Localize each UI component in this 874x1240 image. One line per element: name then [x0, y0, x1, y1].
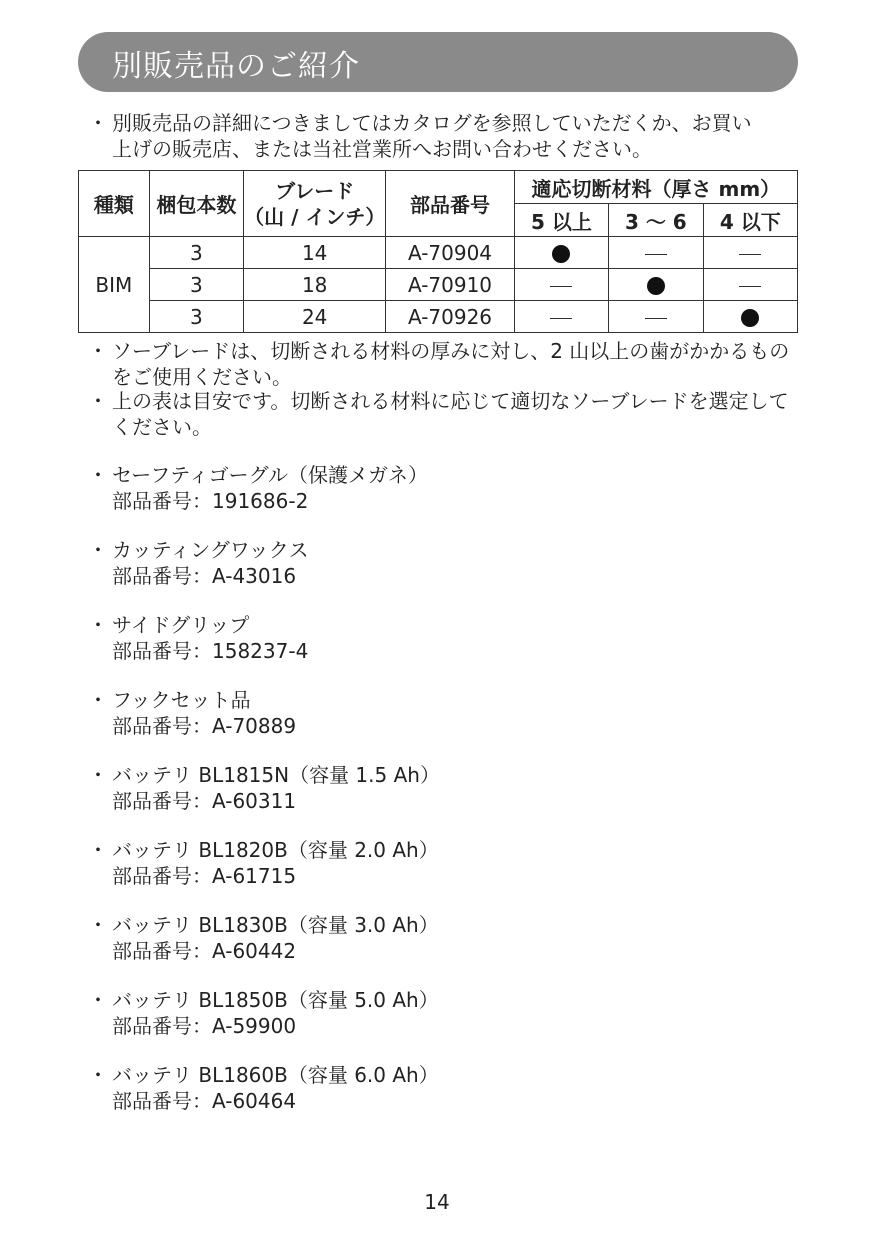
qty-cell: 3	[149, 269, 243, 301]
accessory-name: バッテリ BL1820B（容量 2.0 Ah）	[112, 838, 439, 862]
bullet: ・	[88, 538, 108, 562]
bullet: ・	[88, 988, 108, 1012]
accessory-name: フックセット品	[112, 688, 251, 712]
bullet: ・	[88, 339, 108, 363]
not-suitable-mark	[550, 318, 572, 319]
section-header	[78, 32, 798, 92]
accessory-part-number: 部品番号：A-60311	[112, 789, 297, 813]
accessory-part-number: 部品番号：A-43016	[112, 564, 297, 588]
not-suitable-mark	[739, 286, 761, 287]
teeth-cell: 24	[244, 301, 386, 333]
accessory-part-number: 部品番号：A-61715	[112, 864, 297, 888]
mark-cell	[514, 301, 608, 333]
header-thickness: 適応切断材料（厚さ mm）	[514, 171, 797, 204]
bullet: ・	[88, 111, 108, 135]
intro-line-1: 別販売品の詳細につきましてはカタログを参照していただくか、お買い	[112, 111, 752, 135]
accessory-name: バッテリ BL1860B（容量 6.0 Ah）	[112, 1063, 439, 1087]
mark-cell	[514, 237, 608, 269]
part-cell: A-70904	[386, 237, 514, 269]
note-text: ソーブレードは、切断される材料の厚みに対し、2 山以上の歯がかかるものをご使用ください。	[112, 339, 790, 389]
header-blade-line-1: ブレード	[275, 178, 355, 203]
intro-line-2: 上げの販売店、または当社営業所へお問い合わせください。	[112, 137, 652, 161]
part-cell: A-70926	[386, 301, 514, 333]
header-qty: 梱包本数	[149, 171, 243, 237]
qty-cell: 3	[149, 301, 243, 333]
bullet: ・	[88, 463, 108, 487]
table-row	[79, 269, 798, 301]
header-blade-line-2: （山 / インチ）	[244, 204, 386, 229]
suitable-mark	[647, 277, 665, 295]
mark-cell	[514, 269, 608, 301]
bullet: ・	[88, 1063, 108, 1087]
teeth-cell: 14	[244, 237, 386, 269]
teeth-cell: 18	[244, 269, 386, 301]
accessory-name: バッテリ BL1850B（容量 5.0 Ah）	[112, 988, 439, 1012]
note-table-guide	[88, 388, 802, 440]
accessory-name: バッテリ BL1830B（容量 3.0 Ah）	[112, 913, 439, 937]
bullet: ・	[88, 688, 108, 712]
mark-cell	[703, 269, 797, 301]
accessory-part-number: 部品番号：A-60464	[112, 1089, 297, 1113]
not-suitable-mark	[645, 254, 667, 255]
accessory-part-number: 部品番号：A-59900	[112, 1014, 297, 1038]
bullet: ・	[88, 838, 108, 862]
subheader-thick: 5 以上	[514, 204, 608, 237]
header-blade	[244, 171, 386, 237]
saw-blade-table	[78, 170, 798, 333]
mark-cell	[703, 237, 797, 269]
note-blade-teeth	[88, 338, 802, 390]
subheader-mid: 3 ～ 6	[609, 204, 703, 237]
accessory-part-number: 部品番号：158237-4	[112, 639, 309, 663]
bullet: ・	[88, 763, 108, 787]
not-suitable-mark	[645, 318, 667, 319]
not-suitable-mark	[550, 286, 572, 287]
page-number: 14	[424, 1190, 450, 1214]
accessory-part-number: 部品番号：A-60442	[112, 939, 297, 963]
header-type: 種類	[79, 171, 150, 237]
suitable-mark	[741, 309, 759, 327]
qty-cell: 3	[149, 237, 243, 269]
mark-cell	[703, 301, 797, 333]
part-cell: A-70910	[386, 269, 514, 301]
mark-cell	[609, 301, 703, 333]
accessory-name: カッティングワックス	[112, 538, 309, 562]
table-row	[79, 237, 798, 269]
accessory-name: サイドグリップ	[112, 613, 250, 637]
suitable-mark	[552, 245, 570, 263]
accessory-name: セーフティゴーグル（保護メガネ）	[112, 463, 428, 487]
note-text: 上の表は目安です。切断される材料に応じて適切なソーブレードを選定してください。	[112, 389, 789, 439]
bullet: ・	[88, 613, 108, 637]
not-suitable-mark	[739, 254, 761, 255]
accessory-name: バッテリ BL1815N（容量 1.5 Ah）	[112, 763, 440, 787]
section-title: 別販売品のご紹介	[112, 49, 360, 84]
mark-cell	[609, 237, 703, 269]
subheader-thin: 4 以下	[703, 204, 797, 237]
bullet: ・	[88, 913, 108, 937]
header-part: 部品番号	[386, 171, 514, 237]
table-row	[79, 301, 798, 333]
bullet: ・	[88, 389, 108, 413]
type-cell: BIM	[79, 237, 150, 333]
accessory-part-number: 部品番号：A-70889	[112, 714, 297, 738]
mark-cell	[609, 269, 703, 301]
accessory-part-number: 部品番号：191686-2	[112, 489, 309, 513]
